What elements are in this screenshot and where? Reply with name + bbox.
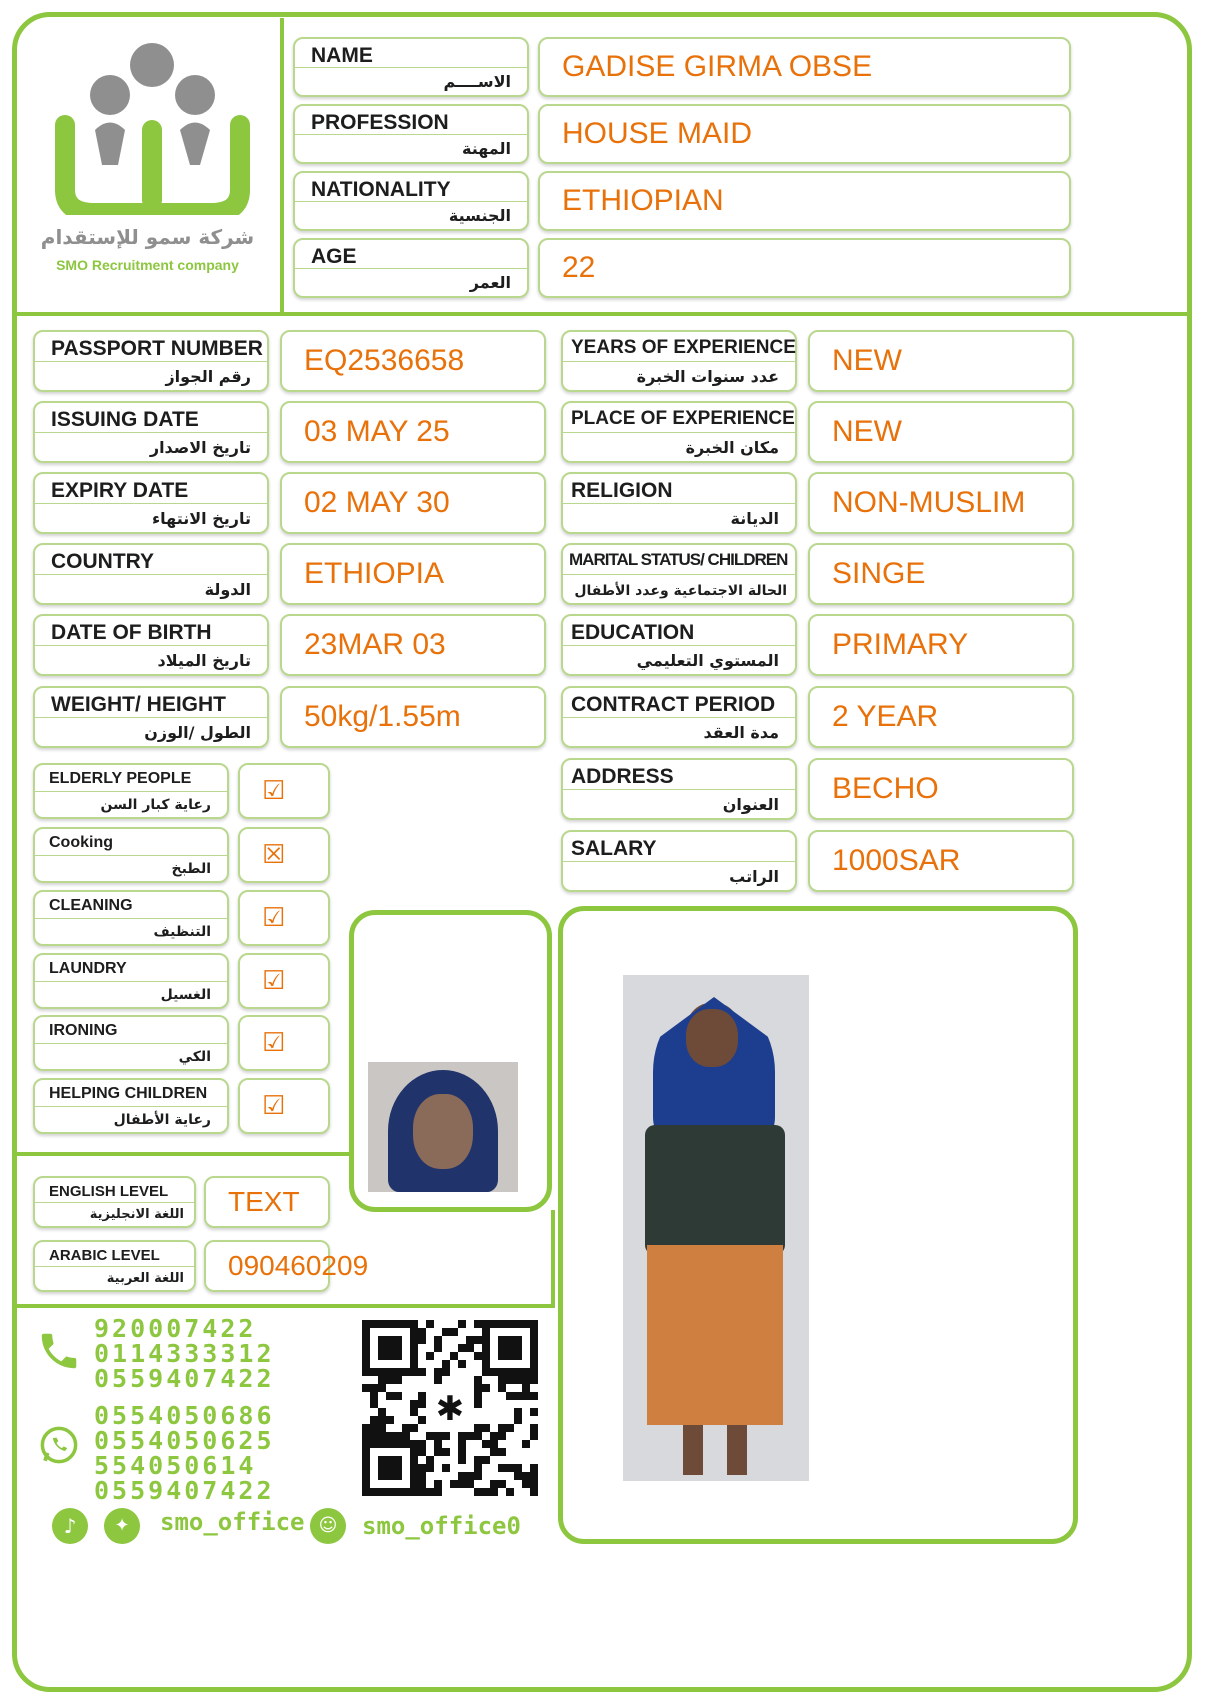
issuing-date-label: ISSUING DATE تاريخ الاصدار <box>33 401 269 463</box>
snapchat-icon: ☺ <box>310 1508 346 1544</box>
skill-cooking-label: Cooking الطبخ <box>33 827 229 883</box>
age-value: 22 <box>538 238 1071 298</box>
skill-laundry-label: LAUNDRY الغسيل <box>33 953 229 1009</box>
address-value: BECHO <box>808 758 1074 820</box>
date-of-birth-label: DATE OF BIRTH تاريخ الميلاد <box>33 614 269 676</box>
profession-value: HOUSE MAID <box>538 104 1071 164</box>
phone-number: 0114333312 <box>94 1339 275 1368</box>
nationality-value: ETHIOPIAN <box>538 171 1071 231</box>
company-name-ar: شركة سمو للإستقدام <box>40 225 255 249</box>
skill-laundry-check: ☑ <box>238 953 330 1009</box>
social-handle: smo_office <box>160 1508 305 1536</box>
address-label: ADDRESS العنوان <box>561 758 797 820</box>
contract-period-label: CONTRACT PERIOD مدة العقد <box>561 686 797 748</box>
date-of-birth-value: 23MAR 03 <box>280 614 546 676</box>
marital-status-label: MARITAL STATUS/ CHILDREN الحالة الاجتماعية وعدد الأطفال <box>561 543 797 605</box>
skill-helping-children-check: ☑ <box>238 1078 330 1134</box>
whatsapp-number: 0554050625 <box>94 1426 275 1455</box>
skill-ironing-check: ☑ <box>238 1015 330 1071</box>
phone-number: 0559407422 <box>94 1364 275 1393</box>
nationality-label: NATIONALITY الجنسية <box>293 171 529 231</box>
skill-elderly-label: ELDERLY PEOPLE رعاية كبار السن <box>33 763 229 819</box>
place-experience-value: NEW <box>808 401 1074 463</box>
social-handle: smo_office0 <box>362 1512 521 1540</box>
expiry-date-value: 02 MAY 30 <box>280 472 546 534</box>
passport-number-value: EQ2536658 <box>280 330 546 392</box>
skill-ironing-label: IRONING الكي <box>33 1015 229 1071</box>
svg-text:✱: ✱ <box>435 1389 465 1429</box>
whatsapp-icon <box>38 1424 80 1466</box>
tiktok-icon: ♪ <box>52 1508 88 1544</box>
country-label: COUNTRY الدولة <box>33 543 269 605</box>
years-experience-label: YEARS OF EXPERIENCE عدد سنوات الخبرة <box>561 330 797 392</box>
place-experience-label: PLACE OF EXPERIENCE مكان الخبرة <box>561 401 797 463</box>
education-label: EDUCATION المستوي التعليمي <box>561 614 797 676</box>
divider <box>15 1152 351 1156</box>
expiry-date-label: EXPIRY DATE تاريخ الانتهاء <box>33 472 269 534</box>
contract-period-value: 2 YEAR <box>808 686 1074 748</box>
divider <box>15 1304 555 1308</box>
english-level-label: ENGLISH LEVEL اللغة الانجليزية <box>33 1176 196 1228</box>
divider <box>551 1210 555 1306</box>
issuing-date-value: 03 MAY 25 <box>280 401 546 463</box>
full-body-photo <box>623 975 809 1481</box>
skill-cleaning-label: CLEANING التنظيف <box>33 890 229 946</box>
salary-value: 1000SAR <box>808 830 1074 892</box>
religion-label: RELIGION الديانة <box>561 472 797 534</box>
weight-height-value: 50kg/1.55m <box>280 686 546 748</box>
twitter-icon: ✦ <box>104 1508 140 1544</box>
phone-icon <box>36 1328 82 1374</box>
skill-helping-children-label: HELPING CHILDREN رعاية الأطفال <box>33 1078 229 1134</box>
passport-photo-frame <box>349 910 552 1212</box>
whatsapp-number: 0559407422 <box>94 1476 275 1505</box>
name-value: GADISE GIRMA OBSE <box>538 37 1071 97</box>
full-photo-frame <box>558 906 1078 1544</box>
country-value: ETHIOPIA <box>280 543 546 605</box>
divider <box>280 18 284 314</box>
education-value: PRIMARY <box>808 614 1074 676</box>
whatsapp-number: 554050614 <box>94 1451 257 1480</box>
qr-code <box>362 1320 538 1496</box>
arabic-level-label: ARABIC LEVEL اللغة العربية <box>33 1240 196 1292</box>
skill-cooking-check: ☒ <box>238 827 330 883</box>
whatsapp-number: 0554050686 <box>94 1401 275 1430</box>
phone-number: 920007422 <box>94 1314 257 1343</box>
salary-label: SALARY الراتب <box>561 830 797 892</box>
religion-value: NON-MUSLIM <box>808 472 1074 534</box>
years-experience-value: NEW <box>808 330 1074 392</box>
profession-label: PROFESSION المهنة <box>293 104 529 164</box>
arabic-level-value-text: 090460209 <box>228 1250 369 1281</box>
passport-number-label: PASSPORT NUMBER رقم الجواز <box>33 330 269 392</box>
name-label: NAME الاســــم <box>293 37 529 97</box>
english-level-value: TEXT <box>204 1176 330 1228</box>
skill-elderly-check: ☑ <box>238 763 330 819</box>
passport-photo <box>368 1062 518 1192</box>
marital-status-value: SINGE <box>808 543 1074 605</box>
age-label: AGE العمر <box>293 238 529 298</box>
company-name-en: SMO Recruitment company <box>56 257 239 273</box>
company-logo <box>40 35 270 285</box>
divider <box>15 312 1189 316</box>
skill-cleaning-check: ☑ <box>238 890 330 946</box>
weight-height-label: WEIGHT/ HEIGHT الطول /الوزن <box>33 686 269 748</box>
